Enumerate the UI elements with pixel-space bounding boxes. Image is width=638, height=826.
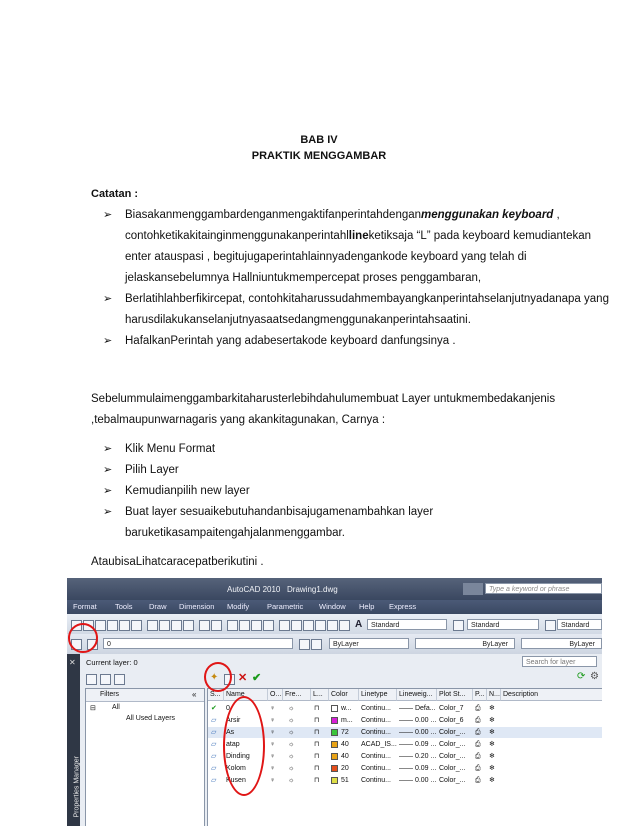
current-check-icon: ✔: [211, 705, 217, 712]
color-swatch[interactable]: [331, 777, 338, 784]
step-4: Buat layer sesuaikebutuhandanbisajugamenambahkan layer: [125, 506, 434, 518]
color-swatch[interactable]: [331, 765, 338, 772]
lightbulb-icon[interactable]: ♀: [270, 777, 276, 784]
close-icon[interactable]: ✕: [69, 658, 76, 667]
calculator-icon[interactable]: [339, 620, 350, 631]
layer-name[interactable]: Dinding: [226, 753, 250, 760]
filters-label: Filters: [100, 691, 120, 698]
title-bar: [67, 578, 602, 600]
catatan-bullet-1-line-3: enter atauspasi , begitujugaperintahlainnyadengankode keyboard yang telah di: [125, 251, 527, 263]
tree-all-used-layers[interactable]: All Used Layers: [126, 715, 176, 722]
vp-freeze-icon[interactable]: ❄: [489, 741, 495, 748]
sun-icon[interactable]: ☼: [288, 765, 295, 772]
zoom-window-icon[interactable]: [251, 620, 262, 631]
table-style-select[interactable]: Standard: [557, 619, 602, 630]
color-swatch[interactable]: [331, 705, 338, 712]
layer-states-icon[interactable]: [114, 674, 125, 685]
menu-dimension[interactable]: Dimension: [179, 602, 215, 611]
dim-style-icon[interactable]: [453, 620, 464, 631]
layer-row[interactable]: [208, 763, 602, 774]
step-4-continued: baruketikasampaitengahjalanmenggambar.: [125, 527, 345, 539]
new-group-filter-icon[interactable]: [100, 674, 111, 685]
col-status[interactable]: S...: [208, 689, 224, 701]
layer-status-icon: ▱: [211, 729, 217, 736]
sun-icon[interactable]: ☼: [288, 729, 295, 736]
paste-icon[interactable]: [171, 620, 182, 631]
text-style-select[interactable]: Standard: [367, 619, 447, 630]
intro-line-2: ,tebalmaupunwarnagaris yang akankitagunakan, Carnya :: [91, 414, 386, 426]
sun-icon[interactable]: ☼: [288, 741, 295, 748]
printer-icon[interactable]: ⎙: [475, 765, 481, 772]
color-name: 51: [341, 777, 349, 784]
save-icon[interactable]: [95, 620, 106, 631]
lightbulb-icon[interactable]: ♀: [270, 753, 276, 760]
vp-freeze-icon[interactable]: ❄: [489, 777, 495, 784]
vp-freeze-icon[interactable]: ❄: [489, 717, 495, 724]
color-name: 72: [341, 729, 349, 736]
layer-lineweight[interactable]: —— 0.00 ...: [399, 729, 437, 736]
color-swatch[interactable]: [331, 729, 338, 736]
catatan-bullet-1-line-1: Biasakanmenggambardenganmengaktifanperintahdenganmenggunakan keyboard ,: [125, 209, 560, 221]
menu-parametric[interactable]: Parametric: [267, 602, 304, 611]
autocad-screenshot: [67, 578, 602, 826]
delete-layer-icon[interactable]: ✕: [238, 672, 248, 684]
col-freeze[interactable]: Fre...: [283, 689, 311, 701]
layer-lineweight[interactable]: —— 0.00 ...: [399, 777, 437, 784]
col-on[interactable]: O...: [268, 689, 283, 701]
match-icon[interactable]: [183, 620, 194, 631]
color-name: m...: [341, 717, 353, 724]
side-tab-label: Properties Manager: [73, 756, 81, 818]
sun-icon[interactable]: ☼: [288, 717, 295, 724]
undo-icon[interactable]: [199, 620, 210, 631]
filters-header: [86, 689, 204, 702]
copy-icon[interactable]: [159, 620, 170, 631]
bullet-arrow-icon: ➢: [103, 464, 113, 476]
layers-toolbar: [67, 634, 602, 654]
layer-select[interactable]: 0: [103, 638, 293, 649]
catatan-label: Catatan :: [91, 188, 139, 200]
col-lock[interactable]: L...: [311, 689, 329, 701]
bullet-arrow-icon: ➢: [103, 506, 113, 518]
layer-status-icon: ▱: [211, 753, 217, 760]
menu-express[interactable]: Express: [389, 602, 417, 611]
layer-name[interactable]: Kolom: [226, 765, 246, 772]
layer-search-input[interactable]: Search for layer: [522, 656, 597, 667]
layer-row[interactable]: [208, 727, 602, 738]
sun-icon[interactable]: ☼: [288, 753, 295, 760]
catatan-bullet-1-line-4: jelaskansebelumnya Hallniuntukmempercepat proses penggambaran,: [125, 272, 482, 284]
binoculars-icon[interactable]: [463, 583, 483, 595]
layer-lineweight[interactable]: —— 0.00 ...: [399, 717, 437, 724]
menu-bar: [67, 600, 602, 614]
layer-linetype[interactable]: ACAD_IS...: [361, 741, 397, 748]
lock-icon[interactable]: ⊓: [314, 753, 320, 760]
markup-icon[interactable]: [327, 620, 338, 631]
step-3: Kemudianpilih new layer: [125, 485, 250, 497]
vp-freeze-icon[interactable]: ❄: [489, 729, 495, 736]
layer-linetype[interactable]: Continu...: [361, 705, 391, 712]
lightbulb-icon[interactable]: ♀: [270, 705, 276, 712]
tree-all[interactable]: All: [112, 704, 120, 711]
layer-plot-style: Color_...: [439, 729, 466, 736]
layer-plot-style: Color_7: [439, 705, 464, 712]
lock-icon[interactable]: ⊓: [314, 705, 320, 712]
layer-row[interactable]: [208, 775, 602, 786]
col-new-vp-freeze[interactable]: N...: [487, 689, 501, 701]
properties-icon[interactable]: [279, 620, 290, 631]
layer-linetype[interactable]: Continu...: [361, 717, 391, 724]
settings-icon[interactable]: ⚙: [590, 671, 599, 682]
sheet-set-icon[interactable]: [315, 620, 326, 631]
lineweight-select[interactable]: ByLayer: [521, 638, 602, 649]
col-color[interactable]: Color: [329, 689, 359, 701]
catatan-bullet-2-line-2: harusdilakukanselanjutnyasaatsedangmenggunakanperintahsaatini.: [125, 314, 471, 326]
printer-icon[interactable]: ⎙: [475, 729, 481, 736]
layer-linetype[interactable]: Continu...: [361, 765, 391, 772]
cut-icon[interactable]: [147, 620, 158, 631]
make-current-icon[interactable]: [299, 639, 310, 650]
col-description[interactable]: Description: [501, 689, 602, 701]
bullet-arrow-icon: ➢: [103, 485, 113, 497]
menu-draw[interactable]: Draw: [149, 602, 167, 611]
catatan-bullet-1-line-2: contohketikakitainginmenggunakanperintahllineketiksaja “L” pada keyboard kemudiantekan: [125, 230, 592, 242]
layer-plot-style: Color_...: [439, 753, 466, 760]
printer-icon[interactable]: ⎙: [475, 777, 481, 784]
table-style-icon[interactable]: [545, 620, 556, 631]
dim-style-select[interactable]: Standard: [467, 619, 539, 630]
layer-lineweight[interactable]: —— 0.09 ...: [399, 765, 437, 772]
lightbulb-icon[interactable]: ♀: [270, 729, 276, 736]
footer-line: AtaubisaLihatcaracepatberikutini .: [91, 556, 264, 568]
tool-palette-icon[interactable]: [303, 620, 314, 631]
menu-help[interactable]: Help: [359, 602, 375, 611]
publish-icon[interactable]: [131, 620, 142, 631]
layer-status-icon: ▱: [211, 777, 217, 784]
bullet-arrow-icon: ➢: [103, 443, 113, 455]
layer-status-icon: ▱: [211, 741, 217, 748]
bullet-arrow-icon: ➢: [103, 335, 113, 347]
layer-name[interactable]: atap: [226, 741, 240, 748]
lightbulb-icon[interactable]: ♀: [270, 741, 276, 748]
color-name: w...: [341, 705, 352, 712]
file-name: Drawing1.dwg: [287, 585, 338, 594]
vp-freeze-icon[interactable]: ❄: [489, 765, 495, 772]
layer-plot-style: Color_...: [439, 741, 466, 748]
highlight-circle-layer-properties: [68, 623, 98, 653]
layer-lineweight[interactable]: —— 0.20 ...: [399, 753, 437, 760]
catatan-bullet-2-line-1: Berlatihlahberfikircepat, contohkitaharussudahmembayangkanperintahselanjutnyadanapa yang: [125, 293, 609, 305]
zoom-previous-icon[interactable]: [263, 620, 274, 631]
sun-icon[interactable]: ☼: [288, 777, 295, 784]
color-swatch[interactable]: [331, 753, 338, 760]
layer-lineweight[interactable]: —— 0.09 ...: [399, 741, 437, 748]
bullet-arrow-icon: ➢: [103, 209, 113, 221]
text-style-icon[interactable]: A: [355, 619, 363, 630]
redo-icon[interactable]: [211, 620, 222, 631]
standard-toolbar: [67, 614, 602, 636]
vp-freeze-icon[interactable]: ❄: [489, 705, 495, 712]
layer-status-icon: ▱: [211, 717, 217, 724]
layer-previous-icon[interactable]: [311, 639, 322, 650]
menu-window[interactable]: Window: [319, 602, 346, 611]
plot-icon[interactable]: [107, 620, 118, 631]
current-layer-label: Current layer: 0: [86, 658, 138, 667]
layer-linetype[interactable]: Continu...: [361, 777, 391, 784]
layer-linetype[interactable]: Continu...: [361, 729, 391, 736]
app-title: AutoCAD 2010: [227, 585, 281, 594]
col-plot[interactable]: P...: [473, 689, 487, 701]
sun-icon[interactable]: ☼: [288, 705, 295, 712]
layer-name[interactable]: Arsir: [226, 717, 241, 724]
step-2: Pilih Layer: [125, 464, 179, 476]
design-center-icon[interactable]: [291, 620, 302, 631]
tree-expand-icon[interactable]: ⊟: [90, 705, 96, 712]
layer-lineweight[interactable]: —— Defa...: [399, 705, 436, 712]
menu-format[interactable]: Format: [73, 602, 97, 611]
catatan-bullet-3: HafalkanPerintah yang adabesertakode keyboard danfungsinya .: [125, 335, 456, 347]
search-input[interactable]: Type a keyword or phrase: [485, 583, 602, 594]
layer-status-icon: ▱: [211, 765, 217, 772]
lock-icon[interactable]: ⊓: [314, 729, 320, 736]
lock-icon[interactable]: ⊓: [314, 717, 320, 724]
pan-icon[interactable]: [227, 620, 238, 631]
layer-name[interactable]: Kusen: [226, 777, 246, 784]
bullet-arrow-icon: ➢: [103, 293, 113, 305]
col-plot-style[interactable]: Plot St...: [437, 689, 473, 701]
lock-icon[interactable]: ⊓: [314, 765, 320, 772]
linetype-select[interactable]: ByLayer: [415, 638, 515, 649]
chapter-subtitle: PRAKTIK MENGGAMBAR: [251, 150, 387, 162]
lock-icon[interactable]: ⊓: [314, 777, 320, 784]
palette-side-tab: [67, 654, 80, 826]
filters-tree: [85, 688, 205, 826]
collapse-icon[interactable]: «: [192, 690, 197, 699]
color-name: 40: [341, 741, 349, 748]
step-1: Klik Menu Format: [125, 443, 216, 455]
vp-freeze-icon[interactable]: ❄: [489, 753, 495, 760]
col-name[interactable]: Name: [224, 689, 268, 701]
color-swatch[interactable]: [331, 717, 338, 724]
layer-name[interactable]: As: [226, 729, 235, 736]
set-current-icon[interactable]: ✔: [252, 672, 262, 684]
col-linetype[interactable]: Linetype: [359, 689, 397, 701]
layer-linetype[interactable]: Continu...: [361, 753, 391, 760]
printer-icon[interactable]: ⎙: [475, 753, 481, 760]
layers-grid: [207, 688, 602, 826]
col-lineweight[interactable]: Lineweig...: [397, 689, 437, 701]
layer-plot-style: Color_...: [439, 765, 466, 772]
menu-modify[interactable]: Modify: [227, 602, 250, 611]
printer-icon[interactable]: ⎙: [475, 741, 481, 748]
refresh-icon[interactable]: ⟳: [577, 671, 586, 682]
layer-name[interactable]: 0: [226, 705, 230, 712]
layer-plot-style: Color_6: [439, 717, 464, 724]
highlight-circle-new-layer: [204, 662, 232, 692]
lightbulb-icon[interactable]: ♀: [270, 765, 276, 772]
new-property-filter-icon[interactable]: [86, 674, 97, 685]
layer-row[interactable]: [208, 751, 602, 762]
lock-icon[interactable]: ⊓: [314, 741, 320, 748]
color-select[interactable]: ByLayer: [329, 638, 409, 649]
lightbulb-icon[interactable]: ♀: [270, 717, 276, 724]
menu-tools[interactable]: Tools: [115, 602, 133, 611]
layer-row[interactable]: [208, 715, 602, 726]
color-swatch[interactable]: [331, 741, 338, 748]
preview-icon[interactable]: [119, 620, 130, 631]
layer-row[interactable]: [208, 739, 602, 750]
color-name: 20: [341, 765, 349, 772]
chapter-title: BAB IV: [300, 134, 338, 146]
layer-row[interactable]: [208, 703, 602, 714]
zoom-icon[interactable]: [239, 620, 250, 631]
layer-plot-style: Color_...: [439, 777, 466, 784]
color-name: 40: [341, 753, 349, 760]
intro-line-1: Sebelummulaimenggambarkitaharusterlebihdahulumembuat Layer untukmembedakanjenis: [91, 393, 556, 405]
highlight-circle-layer-names: [223, 696, 265, 796]
printer-icon[interactable]: ⎙: [475, 705, 481, 712]
printer-icon[interactable]: ⎙: [475, 717, 481, 724]
new-layer-icon[interactable]: ✦: [210, 672, 219, 683]
